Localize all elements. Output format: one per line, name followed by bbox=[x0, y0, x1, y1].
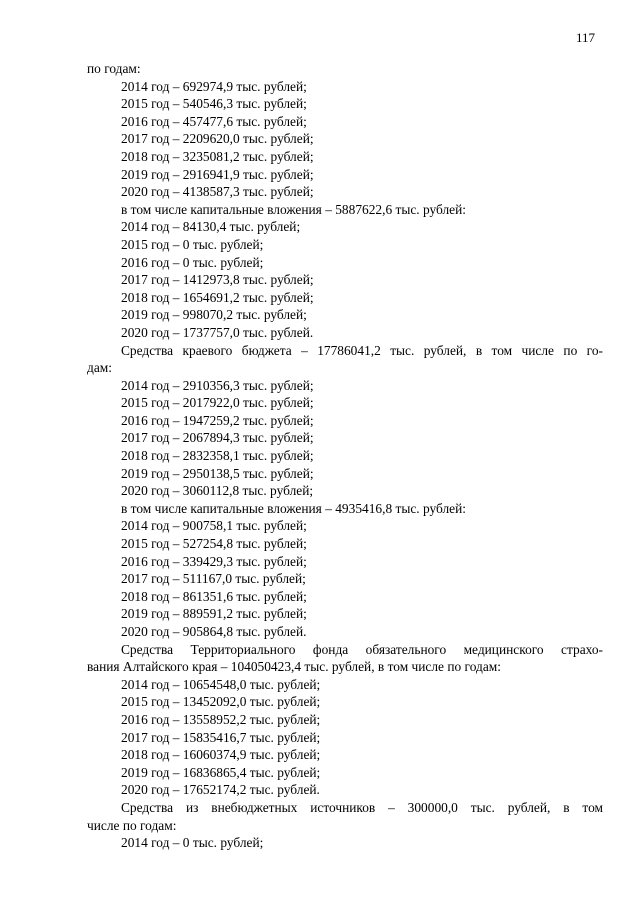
text-line: дам: bbox=[87, 360, 112, 376]
text-line: 2015 год – 540546,3 тыс. рублей; bbox=[121, 96, 307, 112]
text-line: вания Алтайского края – 104050423,4 тыс. рублей, в том числе по годам: bbox=[87, 659, 501, 675]
text-line: 2018 год – 16060374,9 тыс. рублей; bbox=[121, 747, 321, 763]
page-number: 117 bbox=[576, 30, 596, 45]
text-line: 2019 год – 889591,2 тыс. рублей; bbox=[121, 606, 307, 622]
text-line: 2018 год – 861351,6 тыс. рублей; bbox=[121, 588, 307, 604]
text-line: 2015 год – 2017922,0 тыс. рублей; bbox=[121, 395, 314, 411]
text-line: 2016 год – 13558952,2 тыс. рублей; bbox=[121, 711, 321, 727]
text-line: 2019 год – 998070,2 тыс. рублей; bbox=[121, 307, 307, 323]
text-line: 2017 год – 2067894,3 тыс. рублей; bbox=[121, 430, 314, 446]
text-line: 2014 год – 900758,1 тыс. рублей; bbox=[121, 518, 307, 534]
text-line: 2017 год – 2209620,0 тыс. рублей; bbox=[121, 131, 314, 147]
text-line: 2015 год – 13452092,0 тыс. рублей; bbox=[121, 694, 321, 710]
text-line: 2015 год – 0 тыс. рублей; bbox=[121, 236, 264, 252]
text-line: 2018 год – 1654691,2 тыс. рублей; bbox=[121, 289, 314, 305]
text-line: 2016 год – 457477,6 тыс. рублей; bbox=[121, 113, 307, 129]
text-line: 2020 год – 3060112,8 тыс. рублей; bbox=[121, 483, 314, 499]
text-line: в том числе капитальные вложения – 4935416,8 тыс. рублей: bbox=[121, 500, 467, 516]
text-line: 2019 год – 2950138,5 тыс. рублей; bbox=[121, 465, 314, 481]
text-line: 2020 год – 4138587,3 тыс. рублей; bbox=[121, 184, 314, 200]
text-line: 2014 год – 692974,9 тыс. рублей; bbox=[121, 78, 307, 94]
text-line: 2017 год – 1412973,8 тыс. рублей; bbox=[121, 272, 314, 288]
text-line: 2016 год – 0 тыс. рублей; bbox=[121, 254, 264, 270]
text-line: 2020 год – 1737757,0 тыс. рублей. bbox=[121, 324, 314, 340]
text-line: Средства Территориального фонда обязательного медицинского страхо- bbox=[121, 641, 603, 657]
text-line: Средства из внебюджетных источников – 300000,0 тыс. рублей, в том bbox=[121, 799, 603, 815]
text-line: 2014 год – 0 тыс. рублей; bbox=[121, 835, 264, 851]
text-line: 2020 год – 905864,8 тыс. рублей. bbox=[121, 624, 307, 639]
text-line: 2017 год – 15835416,7 тыс. рублей; bbox=[121, 729, 321, 745]
text-line: 2019 год – 2916941,9 тыс. рублей; bbox=[121, 166, 314, 182]
text-line: 2015 год – 527254,8 тыс. рублей; bbox=[121, 536, 307, 552]
text-line: в том числе капитальные вложения – 5887622,6 тыс. рублей: bbox=[121, 201, 467, 217]
text-line: 2014 год – 84130,4 тыс. рублей; bbox=[121, 219, 301, 235]
text-line: числе по годам: bbox=[87, 817, 177, 833]
text-line: 2016 год – 1947259,2 тыс. рублей; bbox=[121, 412, 314, 428]
text-line: 2017 год – 511167,0 тыс. рублей; bbox=[121, 571, 306, 587]
document-body bbox=[87, 60, 603, 852]
text-line: 2018 год – 3235081,2 тыс. рублей; bbox=[121, 148, 314, 164]
text-line: 2018 год – 2832358,1 тыс. рублей; bbox=[121, 448, 314, 464]
text-line: 2014 год – 2910356,3 тыс. рублей; bbox=[121, 377, 314, 393]
text-line: 2020 год – 17652174,2 тыс. рублей. bbox=[121, 782, 320, 798]
text-line: 2014 год – 10654548,0 тыс. рублей; bbox=[121, 676, 321, 692]
text-line: 2016 год – 339429,3 тыс. рублей; bbox=[121, 553, 307, 569]
text-line: по годам: bbox=[87, 61, 141, 76]
text-line: Средства краевого бюджета – 17786041,2 тыс. рублей, в том числе по го- bbox=[121, 342, 603, 358]
text-line: 2019 год – 16836865,4 тыс. рублей; bbox=[121, 764, 321, 780]
